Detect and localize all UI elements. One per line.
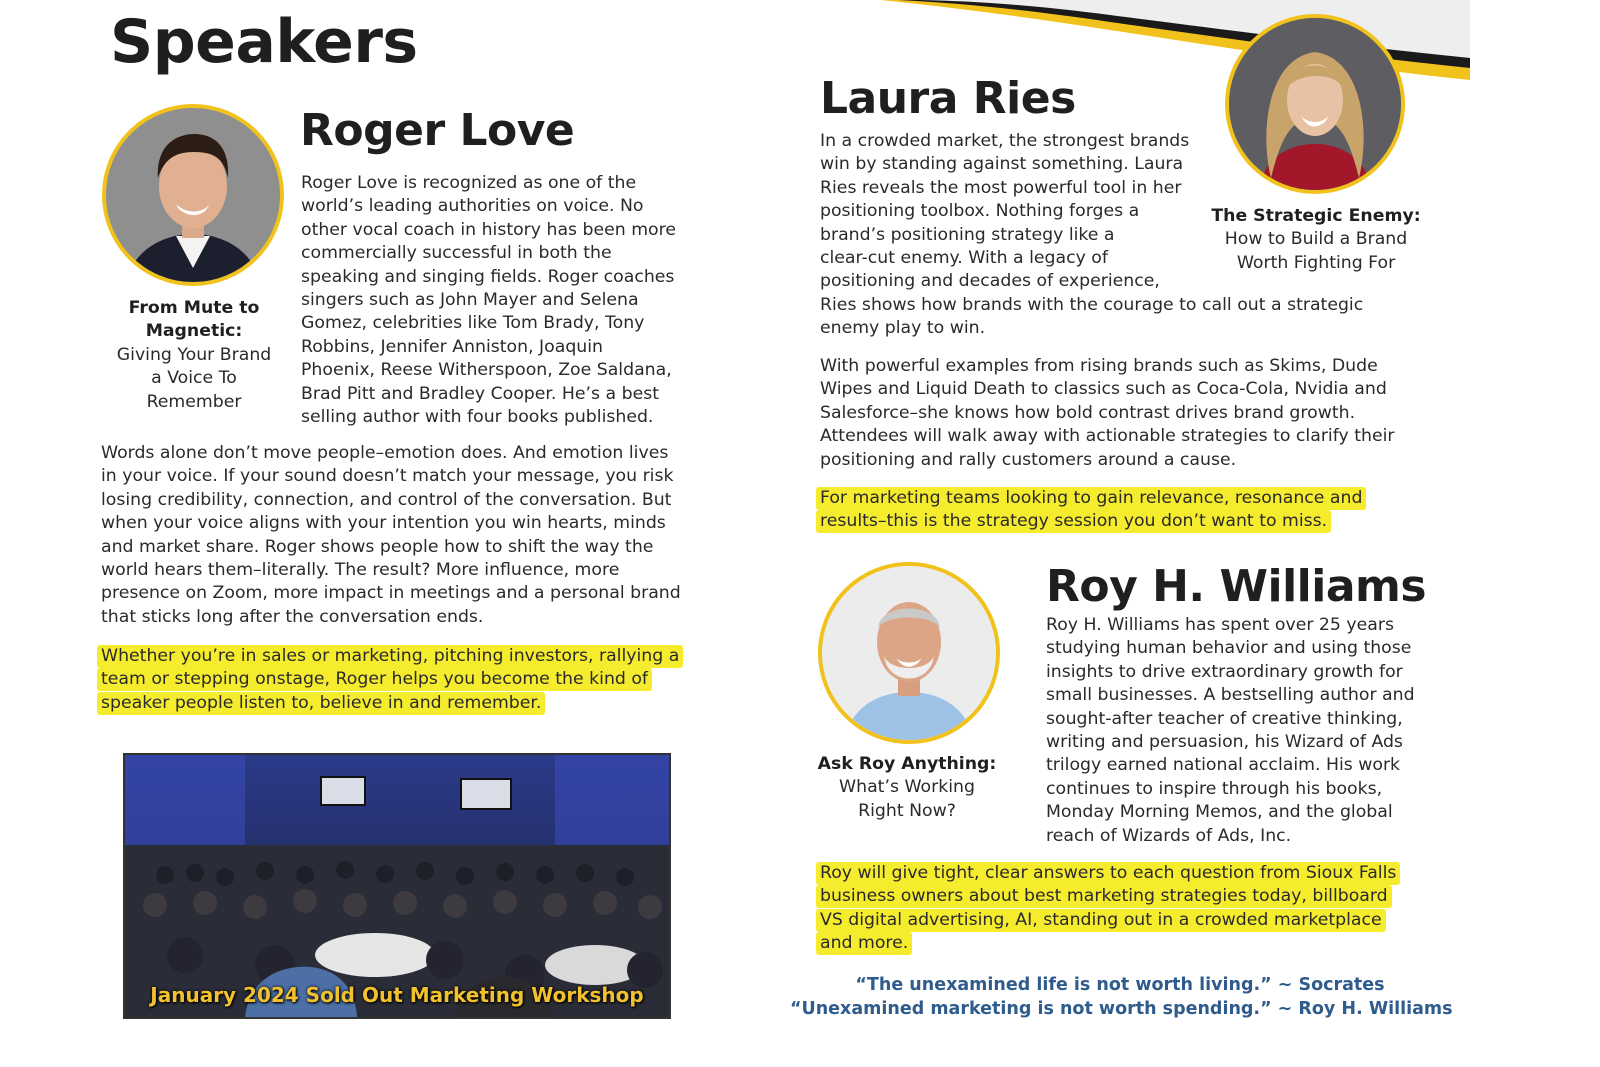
- highlight-line: business owners about best marketing strategies today, billboard: [816, 885, 1392, 908]
- roger-love-talk: [96, 297, 292, 414]
- roy-williams-portrait: [818, 562, 1000, 744]
- laura-ries-name: Laura Ries: [820, 73, 1076, 124]
- highlight-line: For marketing teams looking to gain relevance, resonance and: [816, 487, 1366, 510]
- bio-line: Monday Morning Memos, and the global: [1046, 802, 1393, 823]
- talk-title: Ask Roy Anything:: [817, 754, 997, 774]
- bio-line: Brad Pitt and Bradley Cooper. He’s a best: [301, 383, 659, 404]
- roger-love-description: [101, 442, 681, 629]
- bio-line: singers such as John Mayer and Selena: [301, 290, 639, 311]
- bio-line: speaking and singing fields. Roger coaches: [301, 266, 675, 287]
- bio-line: Gomez, celebrities like Tom Brady, Tony: [301, 313, 645, 334]
- bio-line: positioning toolbox. Nothing forges a: [820, 201, 1140, 222]
- body-line: Words alone don’t move people–emotion does. And emotion lives: [101, 443, 669, 463]
- talk-subtitle-line: Remember: [146, 391, 242, 412]
- body-line: when your voice aligns with your intention you win hearts, minds: [101, 513, 666, 534]
- bio-line: Ries shows how brands with the courage to call out a strategic: [820, 294, 1364, 315]
- talk-subtitle-line: How to Build a Brand: [1224, 229, 1408, 250]
- bio-line: commercially successful in both the: [301, 243, 612, 264]
- talk-title-line: Magnetic:: [145, 321, 243, 342]
- highlight-line: results–this is the strategy session you don’t want to miss.: [816, 510, 1331, 533]
- highlight-line: and more.: [816, 932, 912, 955]
- talk-subtitle-line: Worth Fighting For: [1236, 252, 1396, 273]
- body-line: Attendees will walk away with actionable strategies to clarify their: [820, 426, 1395, 447]
- talk-subtitle-line: a Voice To: [151, 368, 237, 389]
- highlight-line: team or stepping onstage, Roger helps you become the kind of: [97, 668, 652, 691]
- laura-ries-description: [820, 355, 1395, 472]
- talk-subtitle-line: What’s Working: [839, 777, 975, 798]
- quote-socrates: “The unexamined life is not worth living.” ~ Socrates: [855, 975, 1385, 995]
- body-line: losing credibility, connection, and control of the conversation. But: [101, 489, 672, 510]
- bio-line: small businesses. A bestselling author and: [1046, 685, 1415, 706]
- highlight-line: speaker people listen to, believe in and remember.: [97, 692, 545, 715]
- roger-love-highlight: [101, 645, 683, 715]
- roy-williams-highlight: [820, 862, 1400, 956]
- bio-line: brand’s positioning strategy like a: [820, 224, 1115, 245]
- talk-subtitle-line: Giving Your Brand: [116, 344, 272, 365]
- laura-ries-talk: [1196, 205, 1436, 275]
- bio-line: sought-after teacher of creative thinking,: [1046, 708, 1403, 729]
- bio-line: studying human behavior and using those: [1046, 638, 1412, 659]
- body-line: that sticks long after the conversation ends.: [101, 606, 484, 627]
- roger-love-bio: [301, 172, 676, 429]
- body-line: and market share. Roger shows people how to shift the way the: [101, 536, 654, 557]
- page-title: Speakers: [110, 7, 418, 77]
- highlight-line: Roy will give tight, clear answers to each question from Sioux Falls: [816, 862, 1400, 885]
- body-line: in your voice. If your sound doesn’t match your message, you risk: [101, 466, 674, 487]
- bio-line: enemy play to win.: [820, 318, 986, 339]
- workshop-photo: [123, 753, 671, 1019]
- bio-line: Ries reveals the most powerful tool in her: [820, 177, 1182, 198]
- bio-line: writing and persuasion, his Wizard of Ads: [1046, 732, 1403, 753]
- bio-line: Roger Love is recognized as one of the: [301, 173, 637, 193]
- roy-williams-talk: [806, 753, 1008, 823]
- body-line: Salesforce–she knows how bold contrast drives brand growth.: [820, 402, 1356, 423]
- bio-line: clear-cut enemy. With a legacy of: [820, 248, 1108, 269]
- body-line: world hears them–literally. The result? More influence, more: [101, 560, 620, 581]
- bio-line: trilogy earned national acclaim. His work: [1046, 755, 1401, 776]
- roy-williams-bio: [1046, 614, 1415, 848]
- talk-title: The Strategic Enemy:: [1211, 206, 1421, 226]
- bio-line: Roy H. Williams has spent over 25 years: [1046, 615, 1394, 635]
- bio-line: continues to inspire through his books,: [1046, 778, 1383, 799]
- laura-ries-highlight: [820, 487, 1366, 534]
- talk-subtitle-line: Right Now?: [858, 800, 956, 821]
- body-line: presence on Zoom, more impact in meetings and a personal brand: [101, 583, 681, 604]
- body-line: Wipes and Liquid Death to classics such as Coca-Cola, Nvidia and: [820, 379, 1387, 400]
- closing-quotes: [790, 973, 1453, 1021]
- bio-line: reach of Wizards of Ads, Inc.: [1046, 825, 1292, 846]
- bio-line: Robbins, Jennifer Anniston, Joaquin: [301, 336, 603, 357]
- audience-illustration: [125, 755, 669, 1017]
- roy-williams-name: Roy H. Williams: [1046, 561, 1427, 612]
- body-line: With powerful examples from rising brands such as Skims, Dude: [820, 356, 1378, 376]
- bio-line: positioning and decades of experience,: [820, 271, 1160, 292]
- bio-line: Phoenix, Reese Witherspoon, Zoe Saldana,: [301, 360, 672, 381]
- highlight-line: Whether you’re in sales or marketing, pitching investors, rallying a: [97, 645, 683, 668]
- bio-line: selling author with four books published.: [301, 407, 654, 428]
- bio-line: In a crowded market, the strongest brands: [820, 131, 1190, 151]
- photo-caption: January 2024 Sold Out Marketing Workshop: [150, 983, 644, 1007]
- bio-line: win by standing against something. Laura: [820, 154, 1184, 175]
- bio-line: world’s leading authorities on voice. No: [301, 196, 644, 217]
- roger-love-name: Roger Love: [300, 105, 575, 156]
- body-line: positioning and rally customers around a cause.: [820, 449, 1237, 470]
- roger-love-portrait: [102, 104, 284, 286]
- quote-roy-williams: “Unexamined marketing is not worth spending.” ~ Roy H. Williams: [790, 999, 1453, 1019]
- bio-line: other vocal coach in history has been more: [301, 219, 676, 240]
- bio-line: insights to drive extraordinary growth for: [1046, 661, 1403, 682]
- talk-title-line: From Mute to: [128, 298, 260, 318]
- highlight-line: VS digital advertising, AI, standing out in a crowded marketplace: [816, 909, 1386, 932]
